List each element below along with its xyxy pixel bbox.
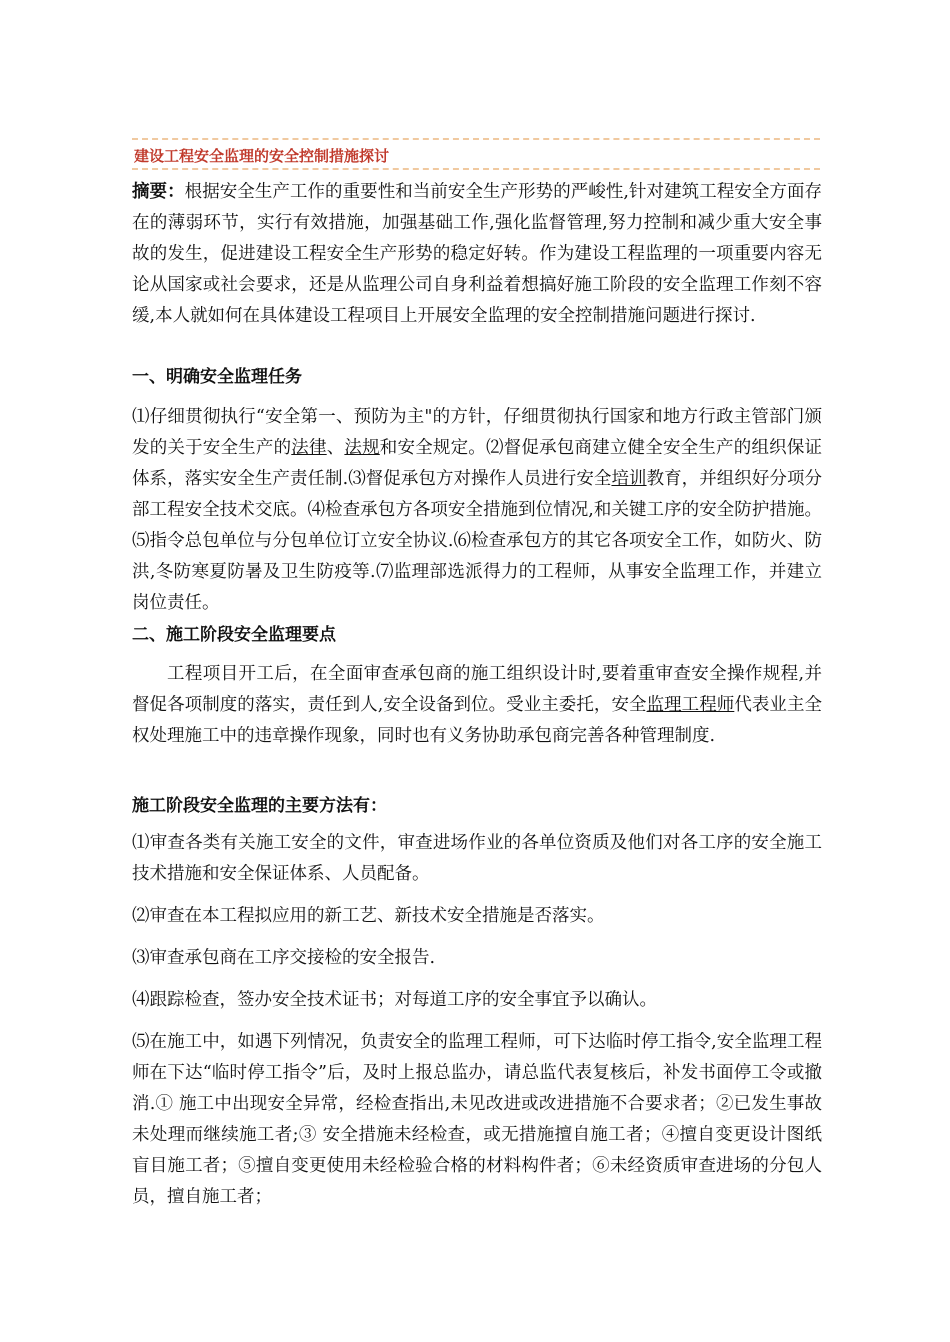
document-title: 建设工程安全监理的安全控制措施探讨 — [134, 147, 390, 165]
method-item-5: ⑸在施工中，如遇下列情况，负责安全的监理工程师，可下达临时停工指令,安全监理工程师在下达“临时停工指令”后，及时上报总监办，请总监代表复核后，补发书面停工令或撤消.① 施工中出现安全异常，经检查指出,未见改进或改进措施不合要求者；②已发生事故未处理而继续施工者;③ 安全措施未经检查，或无措施擅自施工者；④擅自变更设计图纸盲目施工者；⑤擅自变更使用未经检验合格的材料构件者；⑥未经资质审查进场的分包人员，擅自施工者； — [132, 1032, 822, 1207]
abstract-text: 根据安全生产工作的重要性和当前安全生产形势的严峻性,针对建筑工程安全方面存在的薄弱环节，实行有效措施，加强基础工作,强化监督管理,努力控制和减少重大安全事故的发生，促进建设工程安全生产形势的稳定好转。作为建设工程监理的一项重要内容无论从国家或社会要求，还是从监理公司自身利益着想搞好施工阶段的安全监理工作刻不容缓,本人就如何在具体建设工程项目上开展安全监理的安全控制措施问题进行探讨. — [132, 182, 823, 326]
method-item-4: ⑷跟踪检查，签办安全技术证书；对每道工序的安全事宜予以确认。 — [132, 990, 657, 1010]
section-2-paragraph: 工程项目开工后，在全面审查承包商的施工组织设计时,要着重审查安全操作规程,并督促各项制度的落实，责任到人,安全设备到位。受业主委托，安全监理工程师代表业主全权处理施工中的违章操作现象，同时也有义务协助承包商完善各种管理制度. — [132, 664, 823, 746]
section-1-paragraph: ⑴仔细贯彻执行“安全第一、预防为主"的方针，仔细贯彻执行国家和地方行政主管部门颁发的关于安全生产的法律、法规和安全规定。⑵督促承包商建立健全安全生产的组织保证体系，落实安全生产责任制.⑶督促承包方对操作人员进行安全培训教育，并组织好分项分部工程安全技术交底。⑷检查承包方各项安全措施到位情况,和关键工序的安全防护措施。⑸指令总包单位与分包单位订立安全协议.⑹检查承包方的其它各项安全工作，如防火、防洪,冬防寒夏防暑及卫生防疫等.⑺监理部选派得力的工程师，从事安全监理工作，并建立岗位责任。 — [132, 407, 823, 613]
section-2-heading: 二、施工阶段安全监理要点 — [132, 625, 336, 645]
title-bottom-divider — [132, 168, 820, 170]
link-law[interactable]: 法律 — [291, 438, 327, 458]
section-1-heading: 一、明确安全监理任务 — [132, 367, 302, 387]
method-item-1: ⑴审查各类有关施工安全的文件，审查进场作业的各单位资质及他们对各工序的安全施工技术措施和安全保证体系、人员配备。 — [132, 833, 822, 884]
link-supervision-engineer[interactable]: 监理工程师 — [646, 695, 735, 715]
methods-heading: 施工阶段安全监理的主要方法有： — [132, 796, 387, 816]
title-top-divider — [132, 138, 820, 140]
method-item-2: ⑵审查在本工程拟应用的新工艺、新技术安全措施是否落实。 — [132, 906, 605, 926]
link-regulation[interactable]: 法规 — [344, 438, 380, 458]
link-training[interactable]: 培训 — [611, 469, 647, 489]
abstract-paragraph — [132, 177, 822, 332]
method-item-3: ⑶审查承包商在工序交接检的安全报告. — [132, 948, 436, 968]
abstract-label: 摘要： — [132, 182, 185, 202]
